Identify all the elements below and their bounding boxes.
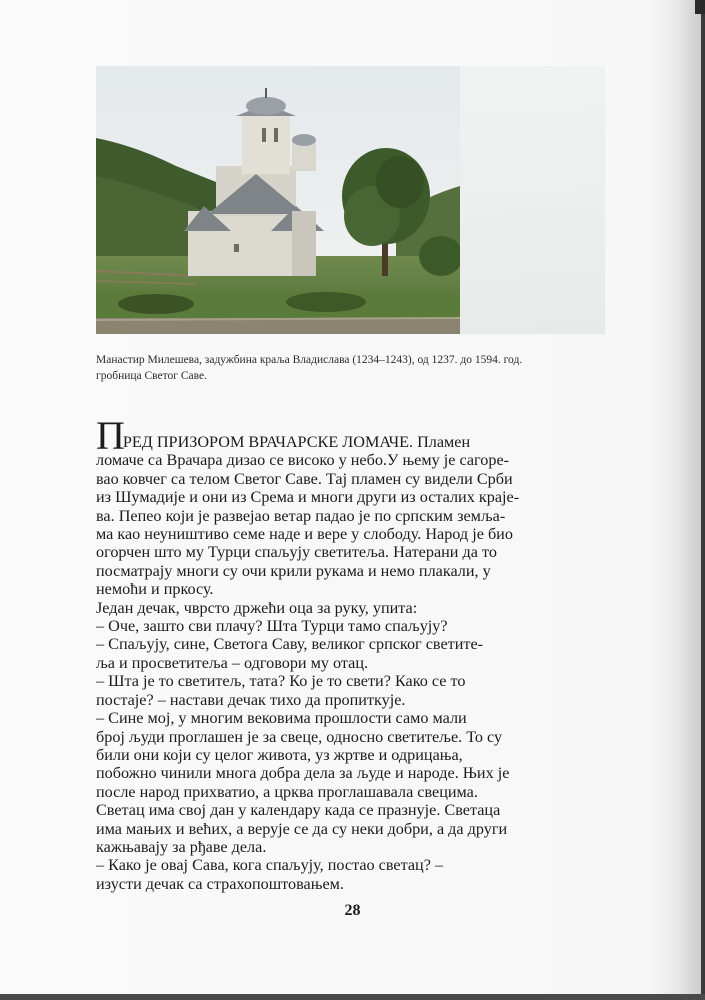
text-line: има мањих и већих, а верује се да су неки добри, а да други [96, 819, 508, 838]
monastery-illustration [96, 66, 460, 334]
text-line: побожно чинили многа добра дела за људе и народе. Њих је [96, 764, 510, 783]
photo-caption [96, 352, 596, 384]
page-corner-shadow [695, 0, 705, 14]
text-line: – Спаљују, сине, Светога Саву, великог српског светите- [96, 635, 484, 654]
text-line: вао ковчег са телом Светог Саве. Тај пламен су видели Срби [96, 469, 513, 488]
drop-cap: П [96, 413, 123, 458]
text-line: број људи проглашен је за свеце, односно светитеље. То су [96, 727, 503, 746]
page-edge-shadow [701, 0, 705, 1000]
chapter-text [96, 413, 606, 893]
caption-line: гробница Светог Саве. [96, 370, 207, 382]
caption-line: Манастир Милешева, задужбина краља Владислава (1234–1243), од 1237. до 1594. год. [96, 354, 523, 366]
text-line: ма као неуништиво семе наде и вере у слободу. Народ је био [96, 525, 513, 544]
page-bottom-edge [0, 994, 705, 1000]
text-line: Један дечак, чврсто држећи оца за руку, упита: [96, 598, 418, 617]
text-line: – Оче, зашто сви плачу? Шта Турци тамо спаљују? [96, 617, 448, 636]
text-line: били они који су целог живота, уз жртве и одрицања, [96, 745, 463, 764]
text-line: кажњавају за рђаве дела. [96, 837, 267, 856]
text-line: ломаче са Врачара дизао се високо у небо.У њему је сагоре- [96, 451, 510, 470]
text-line: ва. Пепео који је развејао ветар падао је по српским земља- [96, 506, 506, 525]
text-line: – Шта је то светитељ, тата? Ко је то свети? Како се то [96, 672, 466, 691]
text-line: ља и просветитеља – одговори му отац. [96, 653, 369, 672]
bleed-through-map [460, 66, 605, 334]
text-line: из Шумадије и они из Срема и многи други из осталих краје- [96, 488, 520, 507]
text-line: – Како је овај Сава, кога спаљују, постао светац? – [96, 856, 444, 875]
text-line: изусти дечак са страхопоштовањем. [96, 874, 344, 893]
text-line: – Сине мој, у многим вековима прошлости само мали [96, 709, 467, 728]
opening-line [96, 413, 606, 458]
text-line: Светац има свој дан у календару када се празнује. Светаца [96, 801, 501, 820]
opening-line-text: РЕД ПРИЗОРОМ ВРАЧАРСКЕ ЛОМАЧЕ. Пламен [122, 433, 471, 451]
page-number: 28 [344, 902, 361, 919]
text-line: после народ прихватио, а црква проглашавала свецима. [96, 782, 478, 801]
text-line: огорчен што му Турци спаљују светитеља. Натерани да то [96, 543, 497, 562]
text-line: немоћи и пркосу. [96, 580, 214, 599]
text-line: постаје? – настави дечак тихо да пропиткује. [96, 690, 406, 709]
monastery-photo [96, 66, 460, 334]
text-line: посматрају многи су очи крили рукама и немо плакали, у [96, 561, 491, 580]
